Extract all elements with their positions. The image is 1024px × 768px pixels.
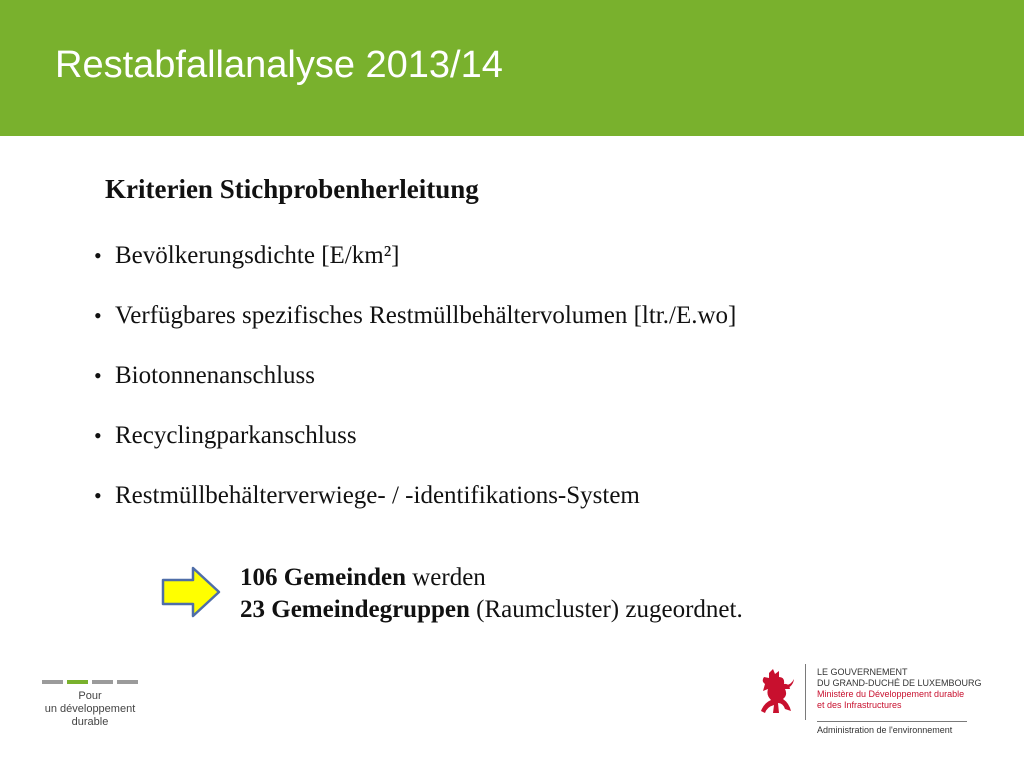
administration-name: Administration de l'environnement (817, 725, 953, 735)
list-item-text: Recyclingparkanschluss (115, 422, 357, 449)
slogan-line: un développement (44, 703, 136, 715)
list-item-text: Bevölkerungsdichte [E/km²] (115, 242, 400, 269)
slide-subtitle: Kriterien Stichprobenherleitung (105, 174, 479, 204)
slogan-line: Pour (78, 690, 102, 702)
conclusion-highlight: 106 Gemeinden (240, 564, 406, 591)
ministry-line: Ministère du Développement durable (817, 689, 965, 699)
bullet-icon: • (94, 423, 102, 448)
dash (92, 680, 113, 684)
bullet-icon: • (94, 303, 102, 328)
sustainability-logo (40, 680, 140, 729)
dash (42, 680, 63, 684)
header-bar (0, 0, 1024, 136)
dash (117, 680, 138, 684)
list-item (94, 416, 736, 476)
logo-dashes (40, 680, 140, 684)
bullet-icon: • (94, 363, 102, 388)
list-item-text: Verfügbares spezifisches Restmüllbehältervolumen [ltr./E.wo] (115, 302, 737, 329)
slide-title: Restabfallanalyse 2013/14 (55, 44, 503, 86)
government-logo-text (817, 667, 982, 711)
list-item (94, 356, 736, 416)
footer-divider (805, 664, 806, 720)
bullet-icon: • (94, 483, 102, 508)
list-item (94, 236, 736, 296)
list-item (94, 296, 736, 356)
conclusion-highlight: 23 Gemeindegruppen (240, 596, 470, 623)
conclusion-line-1 (240, 562, 743, 594)
conclusion-line-2 (240, 594, 743, 626)
right-arrow-icon (160, 565, 222, 619)
ministry-line: et des Infrastructures (817, 700, 902, 710)
footer-rule (817, 721, 967, 722)
bullet-icon: • (94, 243, 102, 268)
criteria-list (94, 236, 736, 536)
list-item-text: Biotonnenanschluss (115, 362, 315, 389)
conclusion-text (240, 562, 743, 626)
list-item (94, 476, 736, 536)
conclusion-rest: werden (405, 564, 486, 591)
conclusion-rest: (Raumcluster) zugeordnet. (469, 596, 743, 623)
dash (67, 680, 88, 684)
gov-line: LE GOUVERNEMENT (817, 667, 908, 677)
gov-line: DU GRAND-DUCHÉ DE LUXEMBOURG (817, 678, 982, 688)
slogan-line: durable (71, 716, 109, 728)
red-lion-emblem-icon (757, 667, 797, 717)
list-item-text: Restmüllbehälterverwiege- / -identifikations-System (115, 482, 640, 509)
